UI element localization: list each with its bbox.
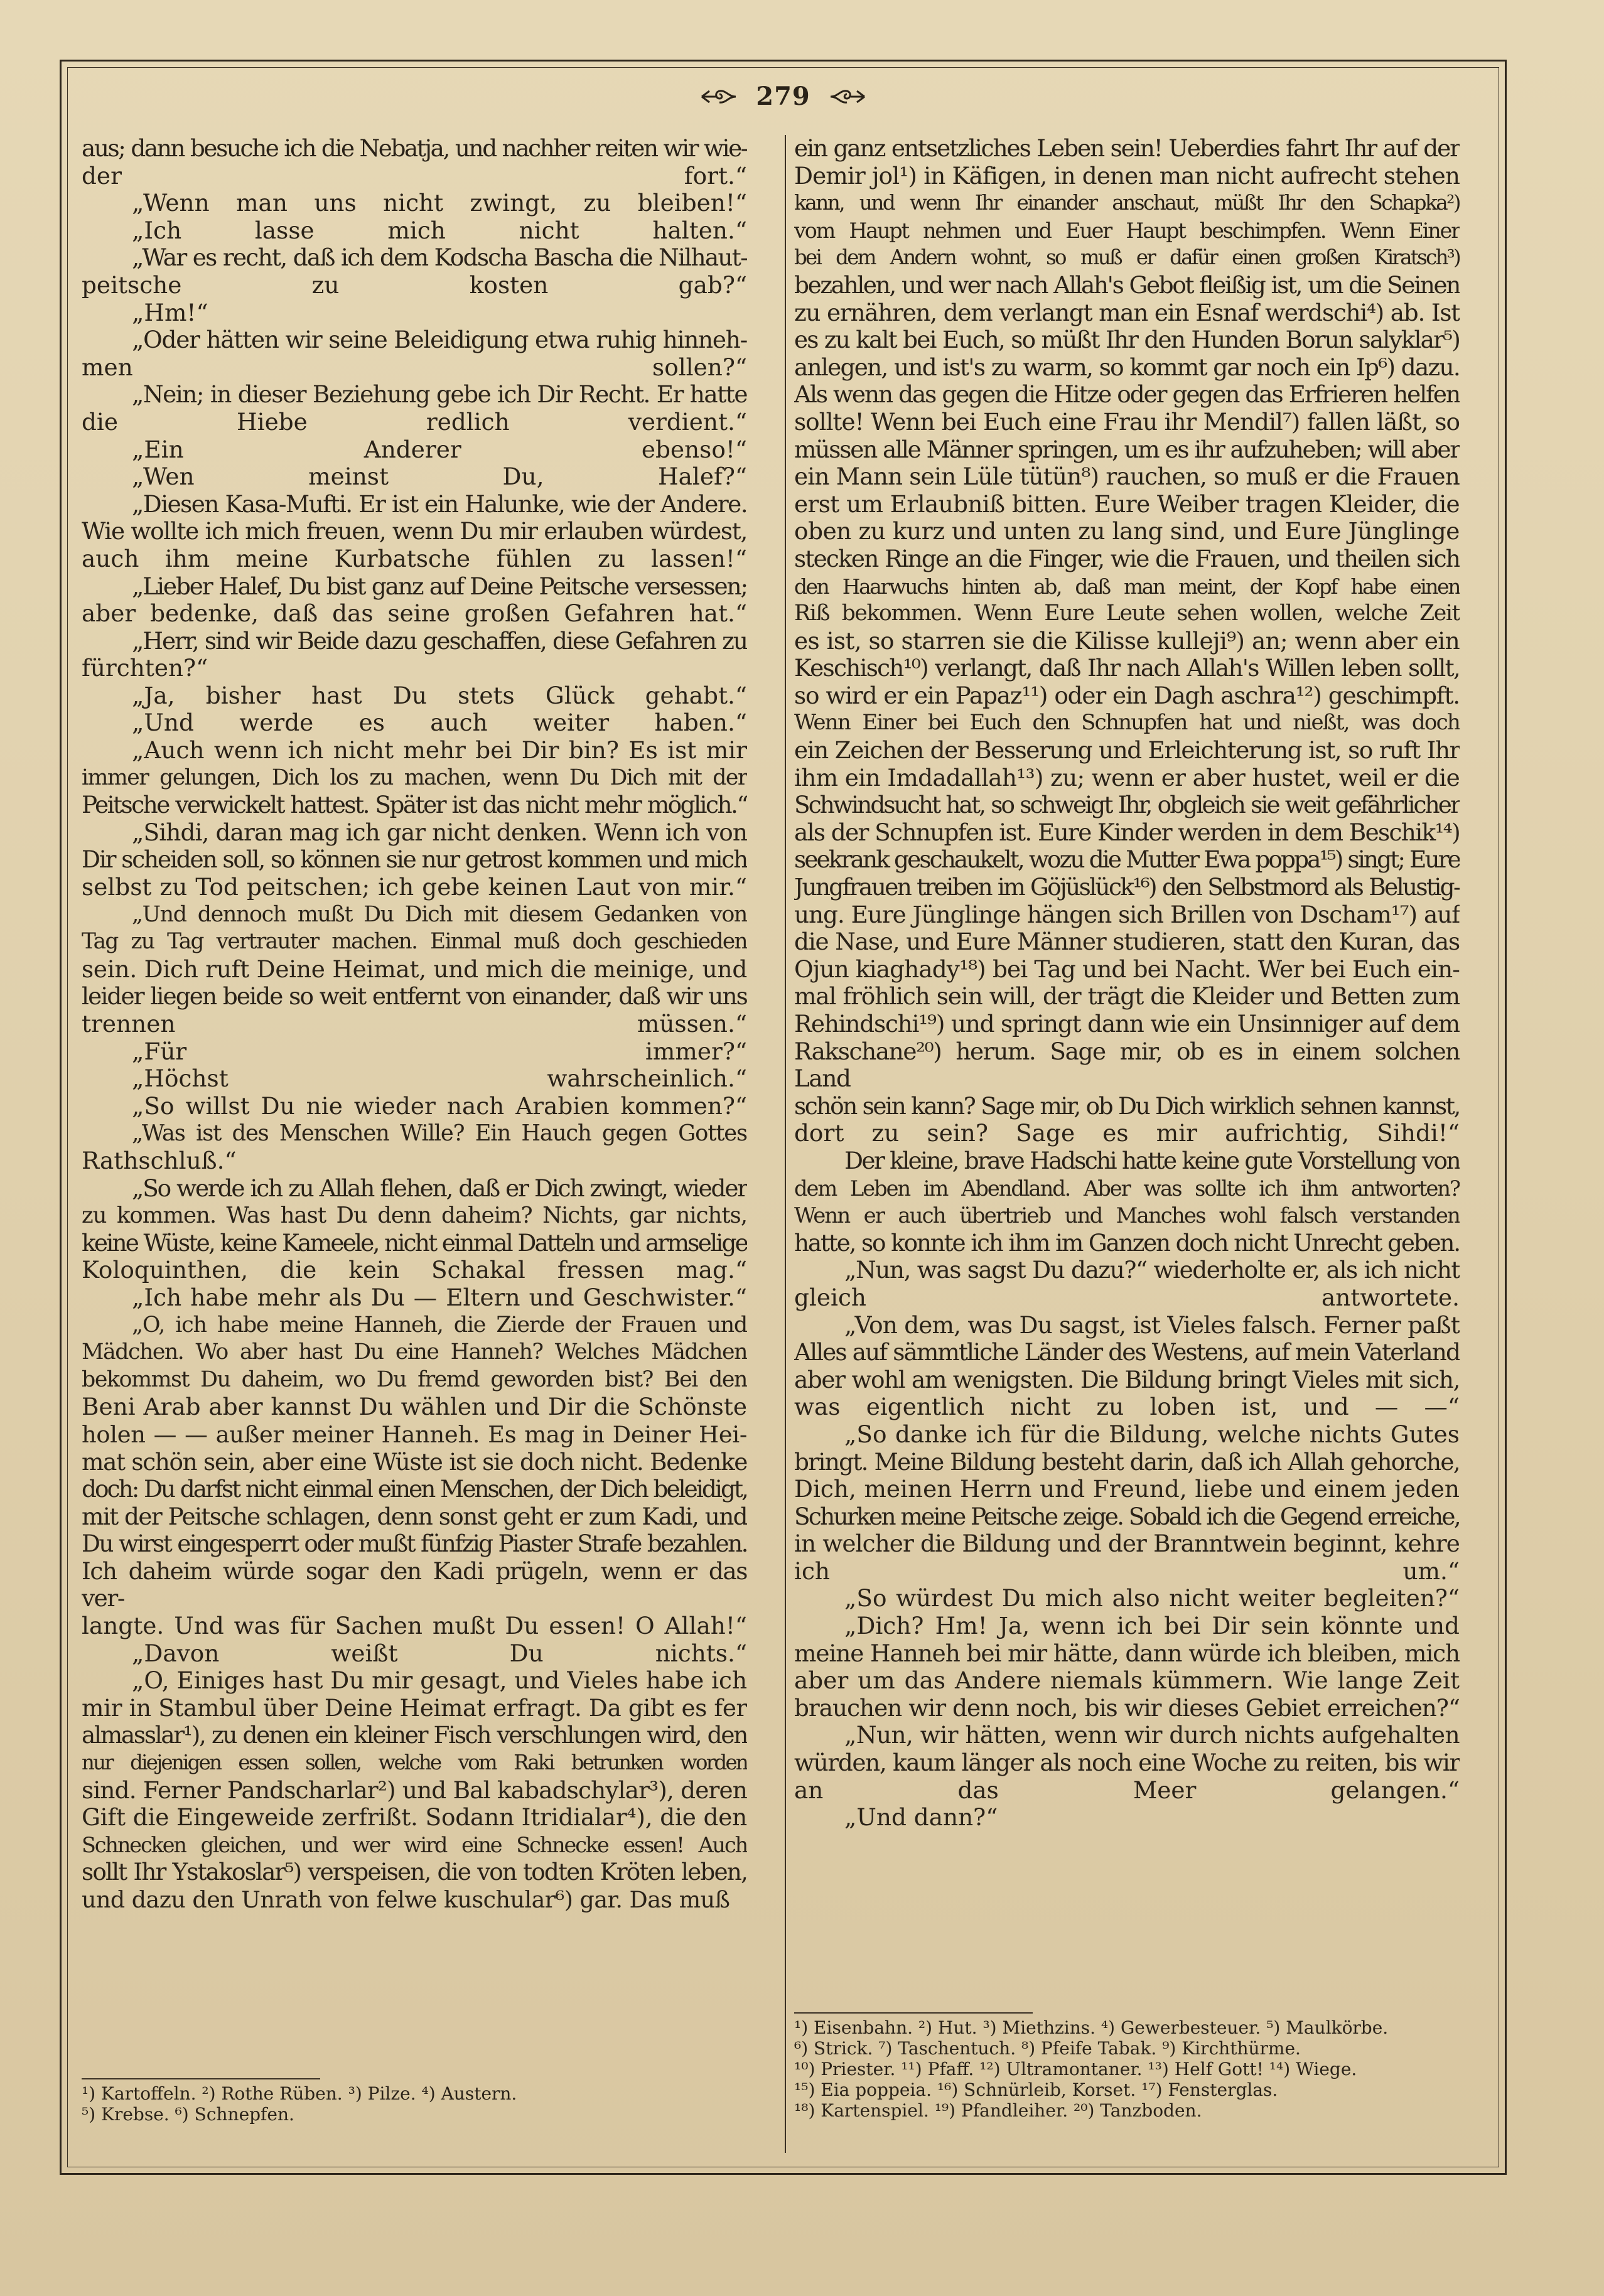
text-line: „War es recht, daß ich dem Kodscha Bascha die Nilhaut- — [132, 244, 747, 272]
text-line: „So willst Du nie wieder nach Arabien kommen?“ — [132, 1092, 747, 1120]
text-line: „Für immer?“ — [132, 1037, 747, 1065]
text-line: „O, ich habe meine Hanneh, die Zierde der Frauen und — [132, 1312, 747, 1338]
text-line: Peitsche verwickelt hattest. Später ist das nicht mehr möglich.“ — [82, 791, 747, 819]
text-line: Rehindschi¹⁹) und springt dann wie ein Unsinniger auf dem — [794, 1010, 1460, 1038]
text-line: „Höchst wahrscheinlich.“ — [132, 1065, 747, 1093]
right-footnotes — [794, 2009, 1460, 2121]
footnote-line: ¹⁰) Priester. ¹¹) Pfaff. ¹²) Ultramontaner. ¹³) Helf Gott! ¹⁴) Wiege. — [794, 2059, 1357, 2079]
text-line: „Lieber Halef, Du bist ganz auf Deine Peitsche versessen; — [132, 572, 747, 600]
text-line: „So würdest Du mich also nicht weiter begleiten?“ — [844, 1584, 1460, 1612]
text-line: erst um Erlaubniß bitten. Eure Weiber tragen Kleider, die — [794, 490, 1460, 518]
text-line: „Herr, sind wir Beide dazu geschaffen, diese Gefahren zu — [132, 626, 747, 655]
text-line: mit der Peitsche schlagen, denn sonst geht er zum Kadi, und — [82, 1502, 747, 1530]
left-ornament-icon — [701, 87, 737, 106]
text-line: bringt. Meine Bildung besteht darin, daß ich Allah gehorche, — [794, 1447, 1460, 1476]
text-line: selbst zu Tod peitschen; ich gebe keinen Laut von mir.“ — [82, 873, 747, 901]
text-line: men sollen?“ — [82, 353, 747, 381]
text-line: oben zu kurz und unten zu lang sind, und Eure Jünglinge — [794, 517, 1460, 545]
text-line: Schnecken gleichen, und wer wird eine Schnecke essen! Auch — [82, 1832, 747, 1857]
text-line: bezahlen, und wer nach Allah's Gebot fleißig ist, um die Seinen — [794, 271, 1460, 299]
text-line: immer gelungen, Dich los zu machen, wenn Du Dich mit der — [82, 764, 747, 790]
text-line: kann, und wenn Ihr einander anschaut, müßt Ihr den Schapka²) — [794, 191, 1460, 215]
text-line: „Nun, wir hätten, wenn wir durch nichts aufgehalten — [844, 1721, 1460, 1749]
text-line: doch: Du darfst nicht einmal einen Menschen, der Dich beleidigt, — [82, 1475, 747, 1503]
footnote-line: ⁶) Strick. ⁷) Taschentuch. ⁸) Pfeife Tabak. ⁹) Kirchthürme. — [794, 2038, 1301, 2059]
text-line: brauchen wir denn noch, bis wir dieses Gebiet erreichen?“ — [794, 1693, 1460, 1722]
text-line: Alles auf sämmtliche Länder des Westens, auf mein Vaterland — [794, 1338, 1460, 1366]
text-line: es ist, so starren sie die Kilisse kulleji⁹) an; wenn aber ein — [794, 626, 1460, 655]
footnote-rule — [82, 2078, 320, 2079]
text-line: aber um das Andere niemals kümmern. Wie lange Zeit — [794, 1666, 1460, 1695]
text-line: trennen müssen.“ — [82, 1010, 747, 1038]
text-line: keine Wüste, keine Kameele, nicht einmal Datteln und armselige — [82, 1228, 747, 1257]
left-text-column — [82, 135, 747, 2150]
text-line: „Ja, bisher hast Du stets Glück gehabt.“ — [132, 681, 747, 709]
text-line: „Von dem, was Du sagst, ist Vieles falsch. Ferner paßt — [844, 1311, 1460, 1339]
text-line: was eigentlich nicht zu loben ist, und — —“ — [794, 1393, 1460, 1421]
text-line: Ich daheim würde sogar den Kadi prügeln, wenn er das ver- — [82, 1557, 747, 1612]
text-line: „Und dennoch mußt Du Dich mit diesem Gedanken von — [132, 901, 747, 927]
footnote-line: ¹⁸) Kartenspiel. ¹⁹) Pfandleiher. ²⁰) Tanzboden. — [794, 2100, 1202, 2121]
left-footnotes — [82, 2074, 747, 2125]
text-line: Mädchen. Wo aber hast Du eine Hanneh? Welches Mädchen — [82, 1339, 747, 1365]
text-line: ein Mann sein Lüle tütün⁸) rauchen, so muß er die Frauen — [794, 463, 1460, 491]
text-line: als der Schnupfen ist. Eure Kinder werden in dem Beschik¹⁴) — [794, 818, 1460, 846]
text-line: aber bedenke, daß das seine großen Gefahren hat.“ — [82, 599, 747, 628]
text-line: stecken Ringe an die Finger, wie die Frauen, und theilen sich — [794, 544, 1460, 572]
text-line: Ojun kiaghady¹⁸) bei Tag und bei Nacht. Wer bei Euch ein- — [794, 955, 1460, 983]
text-line: den Haarwuchs hinten ab, daß man meint, der Kopf habe einen — [794, 574, 1460, 599]
text-line: Dich, meinen Herrn und Freund, liebe und einem jeden — [794, 1475, 1460, 1503]
text-line: „Sihdi, daran mag ich gar nicht denken. Wenn ich von — [132, 818, 747, 846]
text-line: meine Hanneh bei mir hätte, dann würde ich bleiben, mich — [794, 1639, 1460, 1667]
text-line: „Ein Anderer ebenso!“ — [132, 435, 747, 463]
text-line: dem Leben im Abendland. Aber was sollte ich ihm antworten? — [794, 1176, 1460, 1201]
text-line: sollt Ihr Ystakoslar⁵) verspeisen, die von todten Kröten leben, — [82, 1858, 747, 1886]
text-line: ein Zeichen der Besserung und Erleichterung ist, so ruft Ihr — [794, 736, 1460, 764]
text-line: Riß bekommen. Wenn Eure Leute sehen wollen, welche Zeit — [794, 601, 1460, 626]
text-line: „Nein; in dieser Beziehung gebe ich Dir Recht. Er hatte — [132, 380, 747, 409]
text-line: Beni Arab aber kannst Du wählen und Dir die Schönste — [82, 1393, 747, 1421]
text-line: so wird er ein Papaz¹¹) oder ein Dagh aschra¹²) geschimpft. — [794, 681, 1460, 709]
text-line: langte. Und was für Sachen mußt Du essen! O Allah!“ — [82, 1612, 747, 1640]
text-line: sind. Ferner Pandscharlar²) und Bal kabadschylar³), deren — [82, 1776, 747, 1804]
text-line: „So werde ich zu Allah flehen, daß er Dich zwingt, wieder — [132, 1174, 747, 1202]
text-line: ung. Eure Jünglinge hängen sich Brillen von Dscham¹⁷) auf — [794, 900, 1460, 928]
text-line: sollte! Wenn bei Euch eine Frau ihr Mendil⁷) fallen läßt, so — [794, 407, 1460, 436]
text-line: vom Haupt nehmen und Euer Haupt beschimpfen. Wenn Einer — [794, 218, 1460, 243]
footnote-line: ⁵) Krebse. ⁶) Schnepfen. — [82, 2104, 294, 2125]
text-line: „Nun, was sagst Du dazu?“ wiederholte er, als ich nicht — [844, 1256, 1460, 1284]
text-line: mir in Stambul über Deine Heimat erfragt. Da gibt es fer — [82, 1693, 747, 1722]
text-line: „Hm!“ — [132, 298, 208, 326]
text-line: aber wohl am wenigsten. Die Bildung bringt Vieles mit sich, — [794, 1365, 1460, 1393]
text-line: „Wen meinst Du, Halef?“ — [132, 463, 747, 491]
text-line: mat schön sein, aber eine Wüste ist sie doch nicht. Bedenke — [82, 1447, 747, 1476]
text-line: und dazu den Unrath von felwe kuschular⁶) gar. Das muß — [82, 1886, 730, 1913]
text-line: zu kommen. Was hast Du denn daheim? Nichts, gar nichts, — [82, 1203, 747, 1229]
text-line: hatte, so konnte ich ihm im Ganzen doch nicht Unrecht geben. — [794, 1228, 1460, 1257]
footnote-line: ¹) Eisenbahn. ²) Hut. ³) Miethzins. ⁴) Gewerbesteuer. ⁵) Maulkörbe. — [794, 2017, 1389, 2038]
text-line: es zu kalt bei Euch, so müßt Ihr den Hunden Borun salyklar⁵) — [794, 326, 1460, 354]
text-line: seekrank geschaukelt, wozu die Mutter Ewa poppa¹⁵) singt; Eure — [794, 845, 1460, 874]
text-line: Tag zu Tag vertrauter machen. Einmal muß doch geschieden — [82, 929, 747, 955]
text-line: holen — — außer meiner Hanneh. Es mag in Deiner Hei- — [82, 1420, 747, 1448]
text-line: schön sein kann? Sage mir, ob Du Dich wirklich sehnen kannst, — [794, 1092, 1460, 1120]
text-line: die Nase, und Eure Männer studieren, statt den Kuran, das — [794, 928, 1460, 956]
text-line: „Diesen Kasa-Mufti. Er ist ein Halunke, wie der Andere. — [132, 490, 747, 518]
page-number: 279 — [756, 82, 810, 111]
text-line: würden, kaum länger als noch eine Woche zu reiten, bis wir — [794, 1749, 1460, 1777]
text-line: „Dich? Hm! Ja, wenn ich bei Dir sein könnte und — [844, 1612, 1460, 1640]
text-line: „Was ist des Menschen Wille? Ein Hauch gegen Gottes — [132, 1120, 747, 1147]
text-line: zu ernähren, dem verlangt man ein Esnaf werdschi⁴) ab. Ist — [794, 298, 1460, 326]
text-line: leider liegen beide so weit entfernt von einander, daß wir uns — [82, 982, 747, 1011]
text-line: Schwindsucht hat, so schweigt Ihr, obgleich sie weit gefährlicher — [794, 791, 1460, 819]
text-line: Rakschane²⁰) herum. Sage mir, ob es in einem solchen Land — [794, 1037, 1460, 1093]
page-header — [67, 82, 1499, 126]
text-line: Wenn er auch übertrieb und Manches wohl falsch verstanden — [794, 1203, 1460, 1228]
text-line: fürchten?“ — [82, 654, 208, 682]
text-line: „Davon weißt Du nichts.“ — [132, 1639, 747, 1667]
text-line: „Ich lasse mich nicht halten.“ — [132, 216, 747, 244]
text-line: Rathschluß.“ — [82, 1146, 237, 1174]
text-line: Wie wollte ich mich freuen, wenn Du mir erlauben würdest, — [82, 517, 747, 545]
footnote-line: ¹⁵) Eia poppeia. ¹⁶) Schnürleib, Korset. ¹⁷) Fensterglas. — [794, 2079, 1278, 2100]
text-line: Du wirst eingesperrt oder mußt fünfzig Piaster Strafe bezahlen. — [82, 1530, 747, 1558]
right-ornament-icon — [829, 87, 866, 106]
text-line: gleich antwortete. — [794, 1283, 1460, 1311]
text-line: Koloquinthen, die kein Schakal fressen mag.“ — [82, 1256, 747, 1284]
text-line: auch ihm meine Kurbatsche fühlen zu lassen!“ — [82, 544, 747, 572]
text-line: sein. Dich ruft Deine Heimat, und mich die meinige, und — [82, 955, 747, 983]
text-line: „Auch wenn ich nicht mehr bei Dir bin? Es ist mir — [132, 736, 747, 764]
text-line: anlegen, und ist's zu warm, so kommt gar noch ein Ip⁶) dazu. — [794, 353, 1460, 381]
right-text-column — [794, 135, 1460, 2150]
text-line: Als wenn das gegen die Hitze oder gegen das Erfrieren helfen — [794, 380, 1460, 409]
text-line: Wenn Einer bei Euch den Schnupfen hat und nießt, was doch — [794, 710, 1460, 736]
text-line: peitsche zu kosten gab?“ — [82, 271, 747, 299]
text-line: ein ganz entsetzliches Leben sein! Ueberdies fahrt Ihr auf der — [794, 135, 1460, 162]
text-line: Dir scheiden soll, so können sie nur getrost kommen und mich — [82, 845, 747, 874]
text-line: „Und dann?“ — [844, 1803, 998, 1832]
text-line: die Hiebe redlich verdient.“ — [82, 407, 747, 436]
text-line: mal fröhlich sein will, der trägt die Kleider und Betten zum — [794, 982, 1460, 1011]
column-divider — [785, 135, 786, 2153]
text-line: bei dem Andern wohnt, so muß er dafür einen großen Kiratsch³) — [794, 245, 1460, 270]
text-line: aus; dann besuche ich die Nebatja, und nachher reiten wir wie- — [82, 135, 747, 162]
text-line: „Ich habe mehr als Du — Eltern und Geschwister.“ — [132, 1283, 747, 1311]
text-line: ich um.“ — [794, 1557, 1460, 1585]
text-line: „Und werde es auch weiter haben.“ — [132, 709, 747, 737]
text-line: Gift die Eingeweide zerfrißt. Sodann Itridialar⁴), die den — [82, 1803, 747, 1832]
text-line: „O, Einiges hast Du mir gesagt, und Vieles habe ich — [132, 1666, 747, 1695]
text-line: müssen alle Männer springen, um es ihr aufzuheben; will aber — [794, 435, 1460, 463]
text-line: Schurken meine Peitsche zeige. Sobald ich die Gegend erreiche, — [794, 1502, 1460, 1530]
text-line: bekommst Du daheim, wo Du fremd geworden bist? Bei den — [82, 1366, 747, 1392]
text-line: nur diejenigen essen sollen, welche vom Raki betrunken worden — [82, 1751, 747, 1775]
text-line: Demir jol¹) in Käfigen, in denen man nicht aufrecht stehen — [794, 161, 1460, 190]
text-line: „Oder hätten wir seine Beleidigung etwa ruhig hinneh- — [132, 326, 747, 354]
footnote-line: ¹) Kartoffeln. ²) Rothe Rüben. ³) Pilze. ⁴) Austern. — [82, 2083, 517, 2104]
text-line: in welcher die Bildung und der Branntwein beginnt, kehre — [794, 1530, 1460, 1558]
text-line: Jungfrauen treiben im Göjüslück¹⁶) den Selbstmord als Belustig- — [794, 873, 1460, 901]
text-line: an das Meer gelangen.“ — [794, 1776, 1460, 1804]
text-line: der fort.“ — [82, 161, 747, 190]
text-line: almasslar¹), zu denen ein kleiner Fisch verschlungen wird, den — [82, 1721, 747, 1749]
footnote-rule — [794, 2012, 1033, 2014]
text-line: „Wenn man uns nicht zwingt, zu bleiben!“ — [132, 189, 747, 217]
text-line: ihm ein Imdadallah¹³) zu; wenn er aber hustet, weil er die — [794, 763, 1460, 791]
text-line: „So danke ich für die Bildung, welche nichts Gutes — [844, 1420, 1460, 1448]
text-line: Keschisch¹⁰) verlangt, daß Ihr nach Allah's Willen leben sollt, — [794, 654, 1460, 682]
text-line: Der kleine, brave Hadschi hatte keine gute Vorstellung von — [844, 1146, 1460, 1174]
text-line: dort zu sein? Sage es mir aufrichtig, Sihdi!“ — [794, 1119, 1460, 1147]
